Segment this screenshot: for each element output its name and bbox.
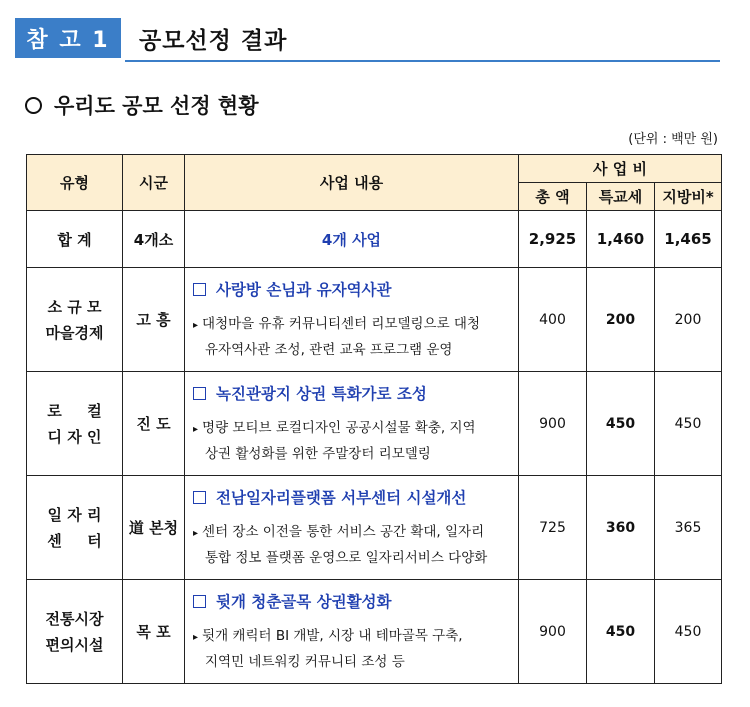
project-description: ▸ 명량 모티브 로컬디자인 공공시설물 확충, 지역 상권 활성화를 위한 주말장터 리모델링: [193, 419, 476, 462]
row-content: [185, 268, 519, 372]
arrow-bullet-icon: ▸: [193, 631, 199, 643]
project-description: ▸ 뒷개 캐릭터 BI 개발, 시장 내 테마골목 구축, 지역민 네트워킹 커뮤니티 조성 등: [193, 627, 463, 670]
section-heading: [25, 90, 259, 120]
row-type: [27, 580, 123, 684]
title-underline: [125, 60, 720, 62]
row-special: 200: [587, 268, 655, 372]
type-line1: 일 자 리: [47, 505, 102, 524]
unit-label: (단위 : 백만 원): [628, 132, 718, 147]
header-content: 사업 내용: [185, 155, 519, 211]
row-local: 200: [655, 268, 722, 372]
type-line2: 센 터: [47, 531, 102, 550]
row-special: 360: [587, 476, 655, 580]
row-local: 450: [655, 580, 722, 684]
row-content: [185, 476, 519, 580]
header-budget: 사 업 비: [519, 155, 722, 183]
project-title: 전남일자리플랫폼 서부센터 시설개선: [193, 486, 510, 508]
row-content: [185, 372, 519, 476]
table-row: [27, 268, 722, 372]
row-total: 725: [519, 476, 587, 580]
selection-table: [26, 154, 722, 684]
total-type: 합 계: [27, 211, 123, 268]
table-row: [27, 580, 722, 684]
row-total: 400: [519, 268, 587, 372]
type-line1: 전통시장: [45, 609, 104, 628]
total-row: [27, 211, 722, 268]
project-title: 사랑방 손님과 유자역사관: [193, 278, 510, 300]
row-city: 목 포: [123, 580, 185, 684]
header-local: 지방비*: [655, 183, 722, 211]
table-row: [27, 476, 722, 580]
project-title: 뒷개 청춘골목 상권활성화: [193, 590, 510, 612]
project-title: 녹진관광지 상권 특화가로 조성: [193, 382, 510, 404]
table-row: [27, 372, 722, 476]
row-type: [27, 476, 123, 580]
header-total: 총 액: [519, 183, 587, 211]
type-line2: 디 자 인: [47, 427, 102, 446]
document-title: 공모선정 결과: [139, 27, 288, 54]
row-special: 450: [587, 580, 655, 684]
row-special: 450: [587, 372, 655, 476]
row-content: [185, 580, 519, 684]
section-title: 우리도 공모 선정 현황: [54, 94, 259, 118]
arrow-bullet-icon: ▸: [193, 527, 199, 539]
type-line1: 로 컬: [47, 401, 102, 420]
header-city: 시군: [123, 155, 185, 211]
row-total: 900: [519, 372, 587, 476]
circle-bullet-icon: [25, 97, 42, 114]
type-line2: 편의시설: [45, 635, 104, 654]
checkbox-square-icon: [193, 283, 206, 296]
row-local: 450: [655, 372, 722, 476]
header-special: 특교세: [587, 183, 655, 211]
row-type: [27, 268, 123, 372]
arrow-bullet-icon: ▸: [193, 423, 199, 435]
type-line2: 마을경제: [45, 323, 104, 342]
arrow-bullet-icon: ▸: [193, 319, 199, 331]
total-amount: 2,925: [519, 211, 587, 268]
checkbox-square-icon: [193, 595, 206, 608]
total-city: 4개소: [123, 211, 185, 268]
total-local: 1,465: [655, 211, 722, 268]
header-type: 유형: [27, 155, 123, 211]
reference-badge: 참 고 1: [15, 18, 121, 58]
project-description: ▸ 센터 장소 이전을 통한 서비스 공간 확대, 일자리 통합 정보 플랫폼 운영으로 일자리서비스 다양화: [193, 523, 488, 566]
type-line1: 소 규 모: [47, 297, 102, 316]
row-local: 365: [655, 476, 722, 580]
checkbox-square-icon: [193, 387, 206, 400]
document-header: [15, 18, 287, 58]
row-city: 道 본청: [123, 476, 185, 580]
total-special: 1,460: [587, 211, 655, 268]
row-city: 고 흥: [123, 268, 185, 372]
row-city: 진 도: [123, 372, 185, 476]
row-type: [27, 372, 123, 476]
checkbox-square-icon: [193, 491, 206, 504]
project-description: ▸ 대청마을 유휴 커뮤니티센터 리모델링으로 대청 유자역사관 조성, 관련 교육 프로그램 운영: [193, 315, 481, 358]
row-total: 900: [519, 580, 587, 684]
total-content: 4개 사업: [185, 211, 519, 268]
